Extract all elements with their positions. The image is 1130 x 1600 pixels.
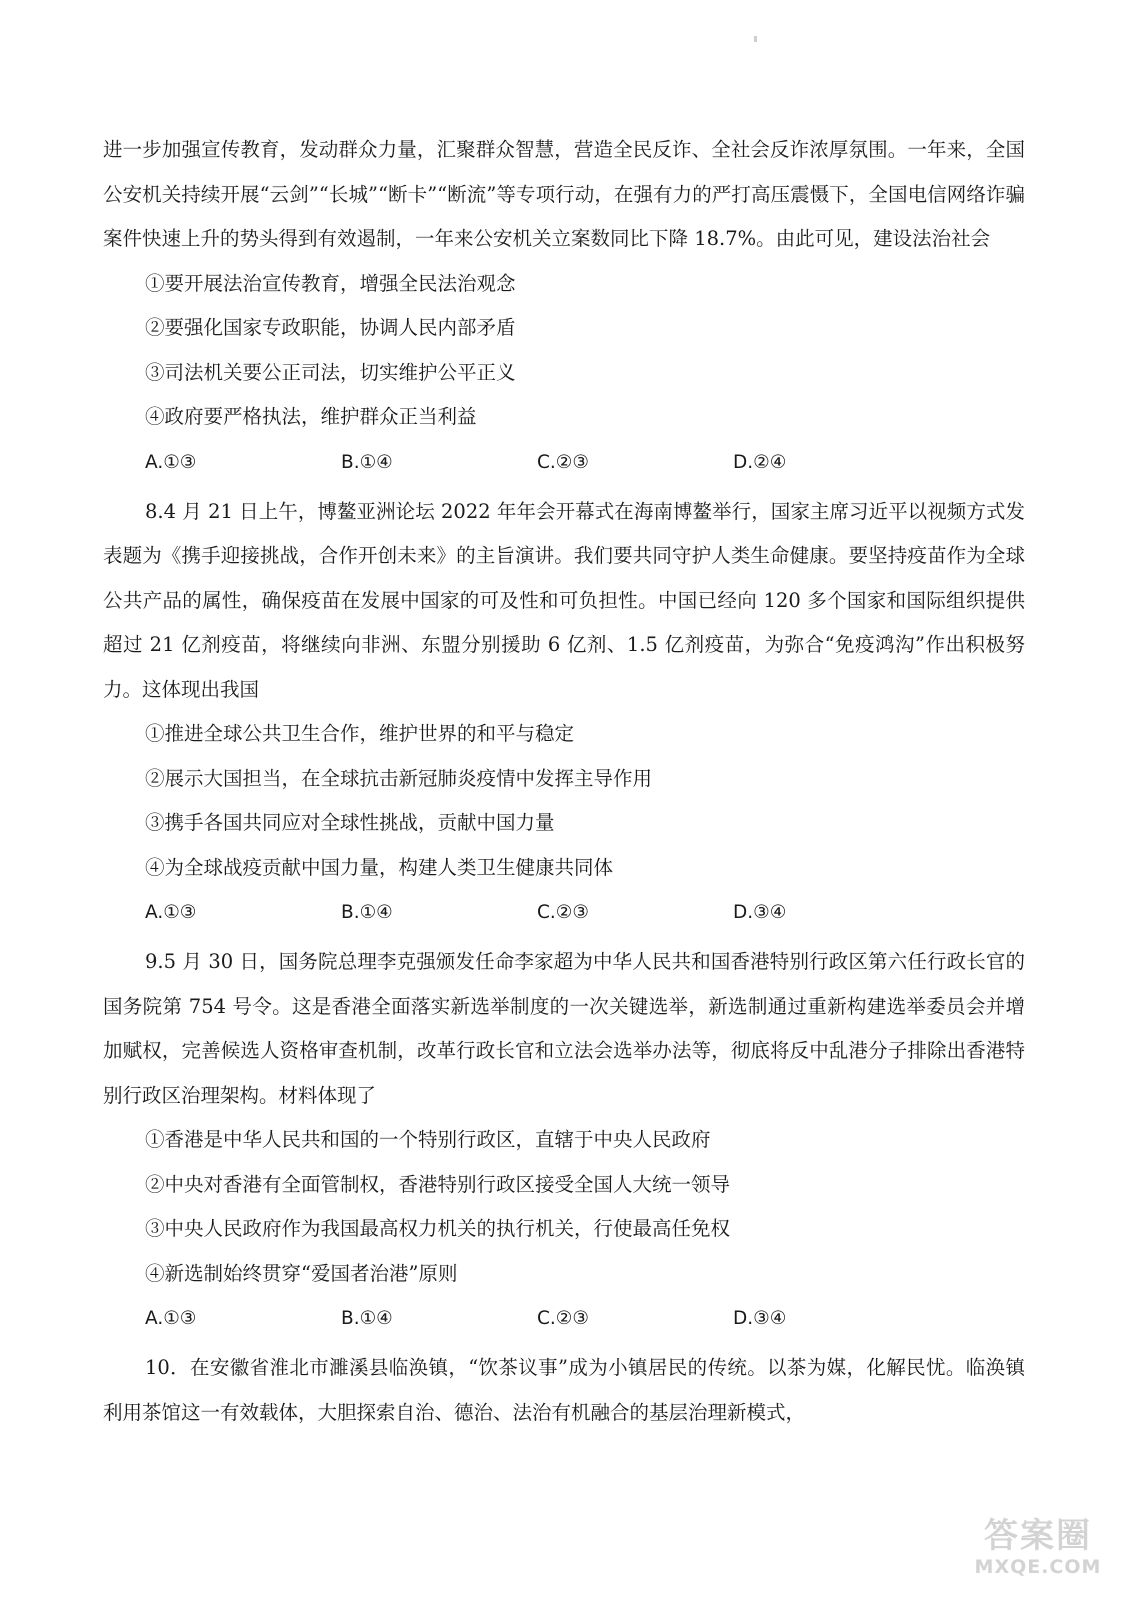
question-8-option-2: ②展示大国担当，在全球抗击新冠肺炎疫情中发挥主导作用	[145, 766, 653, 790]
choice-b: B.①④	[341, 902, 393, 923]
question-8-option-4: ④为全球战疫贡献中国力量，构建人类卫生健康共同体	[145, 855, 614, 879]
question-10	[103, 1346, 1025, 1435]
question-7-option-2: ②要强化国家专政职能，协调人民内部矛盾	[145, 316, 516, 339]
question-7-choices	[103, 440, 1025, 486]
choice-d: D.②④	[733, 451, 787, 473]
question-8-choices	[103, 890, 1025, 936]
page-content	[103, 128, 1025, 1435]
question-9-option-2: ②中央对香港有全面管制权，香港特别行政区接受全国人大统一领导	[145, 1172, 731, 1196]
question-7-option-4: ④政府要严格执法，维护群众正当利益	[145, 405, 477, 428]
question-7-stem: 进一步加强宣传教育，发动群众力量，汇聚群众智慧，营造全民反诈、全社会反诈浓厚氛围。一年来，全国公安机关持续开展“云剑”“长城”“断卡”“断流”等专项行动，在强有力的严打高压震慑下，全国电信网络诈骗案件快速上升的势头得到有效遏制，一年来公安机关立案数同比下降 18.7%。由此可见，建设法治社会	[103, 138, 1025, 250]
choice-d: D.③④	[733, 1308, 787, 1329]
question-8	[103, 490, 1025, 937]
question-9-choices	[103, 1296, 1025, 1342]
question-10-stem: 10．在安徽省淮北市濉溪县临涣镇，“饮茶议事”成为小镇居民的传统。以茶为媒，化解民忧。临涣镇利用茶馆这一有效载体，大胆探索自治、德治、法治有机融合的基层治理新模式，	[103, 1356, 1025, 1424]
watermark-logo-text: 答案圈	[984, 1516, 1092, 1556]
choice-b: B.①④	[341, 1308, 393, 1329]
question-7-continued	[103, 128, 1025, 486]
choice-c: C.②③	[537, 451, 589, 473]
choice-a: A.①③	[145, 451, 197, 473]
choice-a: A.①③	[145, 902, 197, 923]
question-8-option-3: ③携手各国共同应对全球性挑战，贡献中国力量	[145, 811, 555, 834]
question-8-stem: 8.4 月 21 日上午，博鳌亚洲论坛 2022 年年会开幕式在海南博鳌举行，国家主席习近平以视频方式发表题为《携手迎接挑战，合作开创未来》的主旨演讲。我们要共同守护人类生命健康。要坚持疫苗作为全球公共产品的属性，确保疫苗在发展中国家的可及性和可负担性。中国已经向 120 多个国家和国际组织提供超过 21 亿剂疫苗，将继续向非洲、东盟分别援助 6 亿剂、1.5 亿剂疫苗，为弥合“免疫鸿沟”作出积极努力。这体现出我国	[103, 499, 1025, 701]
choice-c: C.②③	[537, 902, 589, 923]
question-9-option-1: ①香港是中华人民共和国的一个特别行政区，直辖于中央人民政府	[145, 1128, 711, 1151]
choice-b: B.①④	[341, 451, 393, 473]
choice-d: D.③④	[733, 902, 787, 923]
choice-a: A.①③	[145, 1308, 197, 1329]
question-9-stem: 9.5 月 30 日，国务院总理李克强颁发任命李家超为中华人民共和国香港特别行政区第六任行政长官的国务院第 754 号令。这是香港全面落实新选举制度的一次关键选举，新选制通过重新构建选举委员会并增加赋权，完善候选人资格审查机制，改革行政长官和立法会选举办法等，彻底将反中乱港分子排除出香港特别行政区治理架构。材料体现了	[103, 950, 1025, 1107]
choice-c: C.②③	[537, 1308, 589, 1329]
question-9	[103, 940, 1025, 1342]
question-7-option-3: ③司法机关要公正司法，切实维护公平正义	[145, 360, 516, 384]
question-9-option-3: ③中央人民政府作为我国最高权力机关的执行机关，行使最高任免权	[145, 1217, 731, 1240]
watermark-url-text: MXQE.COM	[974, 1556, 1102, 1578]
scan-mark	[754, 36, 757, 42]
question-9-option-4: ④新选制始终贯穿“爱国者治港”原则	[145, 1261, 458, 1285]
site-watermark-logo	[968, 1516, 1108, 1586]
question-8-option-1: ①推进全球公共卫生合作，维护世界的和平与稳定	[145, 722, 575, 745]
question-7-option-1: ①要开展法治宣传教育，增强全民法治观念	[145, 271, 516, 295]
